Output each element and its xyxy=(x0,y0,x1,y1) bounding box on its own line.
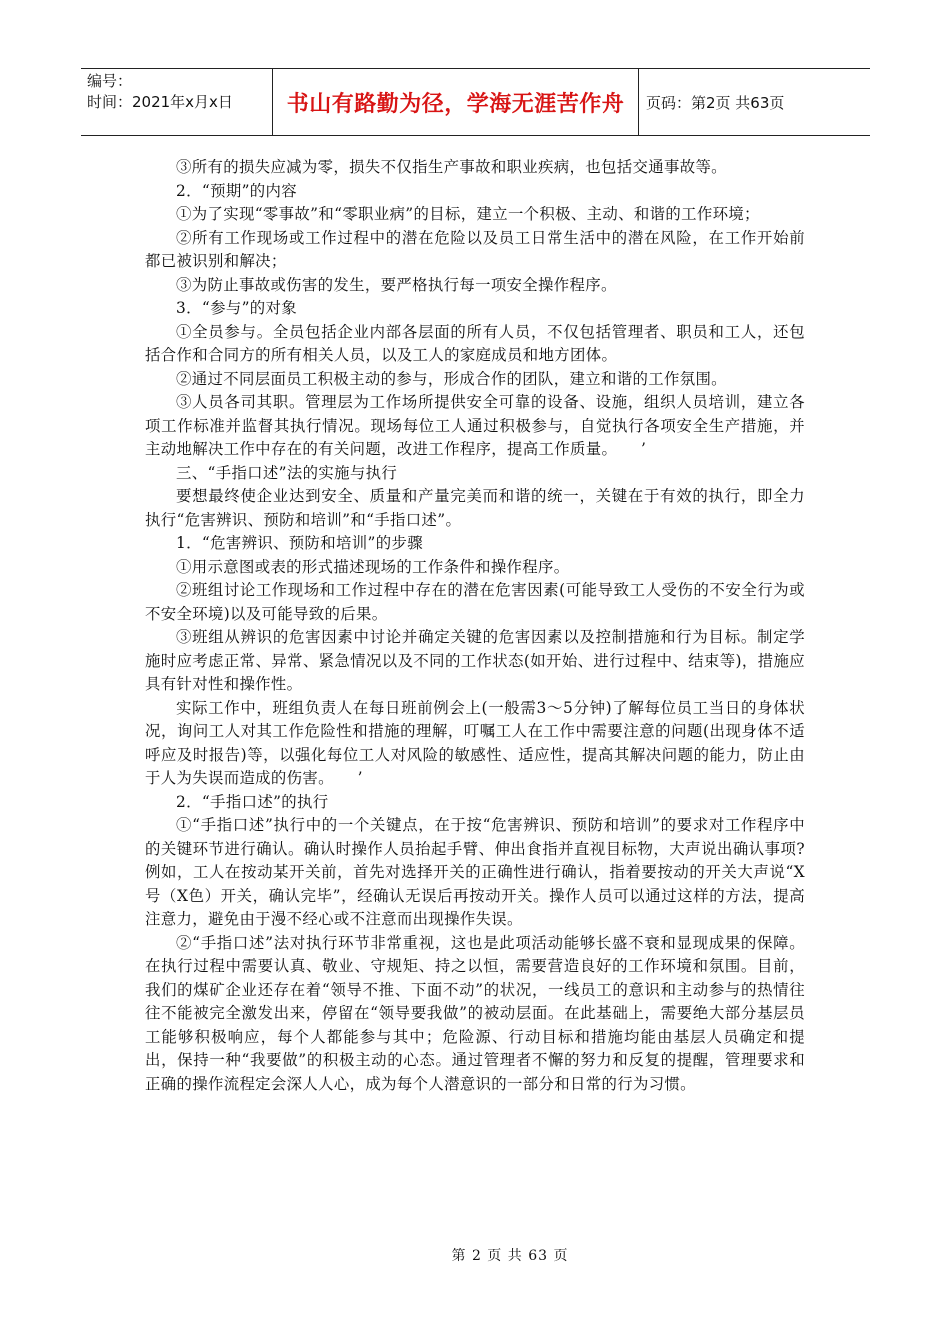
header-motto: 书山有路勤为径，学海无涯苦作舟 xyxy=(273,69,639,135)
paragraph: 实际工作中，班组负责人在每日班前例会上(一般需3～5分钟)了解每位员工当日的身体状况，询问工人对其工作危险性和措施的理解，叮嘱工人在工作中需要注意的问题(出现身体不适呼应及时报告)等，以强化每位工人对风险的敏感性、适应性，提高其解决问题的能力，防止由于人为失误而造成的伤害。 ’ xyxy=(145,698,805,787)
section-heading: 3．“参与”的对象 xyxy=(176,299,298,317)
header-page-info: 页码：第2页 共63页 xyxy=(646,93,785,112)
paragraph: 要想最终使企业达到安全、质量和产量完美而和谐的统一，关键在于有效的执行，即全力执行“危害辨识、预防和培训”和“手指口述”。 xyxy=(145,487,805,529)
paragraph: ①“手指口述”执行中的一个关键点，在于按“危害辨识、预防和培训”的要求对工作程序中的关键环节进行确认。确认时操作人员抬起手臂、伸出食指并直视目标物，大声说出确认事项?例如，工人在按动某开关前，首先对选择开关的正确性进行确认，指着要按动的开关大声说“X号（X色）开关，确认完毕”，经确认无误后再按动开关。操作人员可以通过这样的方法，提高注意力，避免由于漫不经心或不注意而出现操作失误。 xyxy=(145,816,805,928)
paragraph: ③所有的损失应减为零，损失不仅指生产事故和职业疾病，也包括交通事故等。 xyxy=(176,158,727,176)
paragraph: ①全员参与。全员包括企业内部各层面的所有人员，不仅包括管理者、职员和工人，还包括合作和合同方的所有相关人员，以及工人的家庭成员和地方团体。 xyxy=(145,322,805,364)
paragraph: ③为防止事故或伤害的发生，要严格执行每一项安全操作程序。 xyxy=(176,275,617,294)
paragraph: ③班组从辨识的危害因素中讨论并确定关键的危害因素以及控制措施和行为目标。制定学施时应考虑正常、异常、紧急情况以及不同的工作状态(如开始、进行过程中、结束等)，措施应具有针对性和操作性。 xyxy=(145,628,805,693)
document-date: 时间：2021年x月x日 xyxy=(87,93,233,111)
paragraph: ②所有工作现场或工作过程中的潜在危险以及员工日常生活中的潜在风险，在工作开始前都已被识别和解决； xyxy=(145,228,805,270)
paragraph: ②“手指口述”法对执行环节非常重视，这也是此项活动能够长盛不衰和显现成果的保障。在执行过程中需要认真、敬业、守规矩、持之以恒，需要营造良好的工作环境和氛围。目前，我们的煤矿企业还存在着“领导不推、下面不动”的状况，一线员工的意识和主动参与的热情往往不能被完全激发出来，停留在“领导要我做”的被动层面。在此基础上，需要绝大部分基层员工能够积极响应，每个人都能参与其中；危险源、行动目标和措施均能由基层人员确定和提出，保持一种“我要做”的积极主动的心态。通过管理者不懈的努力和反复的提醒，管理要求和正确的操作流程定会深人人心，成为每个人潜意识的一部分和日常的行为习惯。 xyxy=(145,933,805,1093)
paragraph: ③人员各司其职。管理层为工作场所提供安全可靠的设备、设施，组织人员培训，建立各项工作标准并监督其执行情况。现场每位工人通过积极参与，自觉执行各项安全生产措施，并主动地解决工作中存在的有关问题，改进工作程序，提高工作质量。 ’ xyxy=(145,393,805,458)
chapter-heading: 三、“手指口述”法的实施与执行 xyxy=(176,463,398,482)
paragraph: ①用示意图或表的形式描述现场的工作条件和操作程序。 xyxy=(176,557,570,576)
document-body xyxy=(145,156,805,1096)
paragraph: ②通过不同层面员工积极主动的参与，形成合作的团队，建立和谐的工作氛围。 xyxy=(176,369,727,388)
document-number-label: 编号： xyxy=(87,72,133,90)
paragraph: ②班组讨论工作现场和工作过程中存在的潜在危害因素(可能导致工人受伤的不安全行为或不安全环境)以及可能导致的后果。 xyxy=(145,581,805,623)
section-heading: 1．“危害辨识、预防和培训”的步骤 xyxy=(176,534,423,552)
section-heading: 2．“手指口述”的执行 xyxy=(176,792,329,811)
header-meta xyxy=(81,69,273,135)
paragraph: ①为了实现“零事故”和“零职业病”的目标，建立一个积极、主动、和谐的工作环境； xyxy=(176,205,760,223)
document-header xyxy=(81,68,870,136)
section-heading: 2．“预期”的内容 xyxy=(176,181,298,200)
page-footer: 第 2 页 共 63 页 xyxy=(451,1248,569,1264)
